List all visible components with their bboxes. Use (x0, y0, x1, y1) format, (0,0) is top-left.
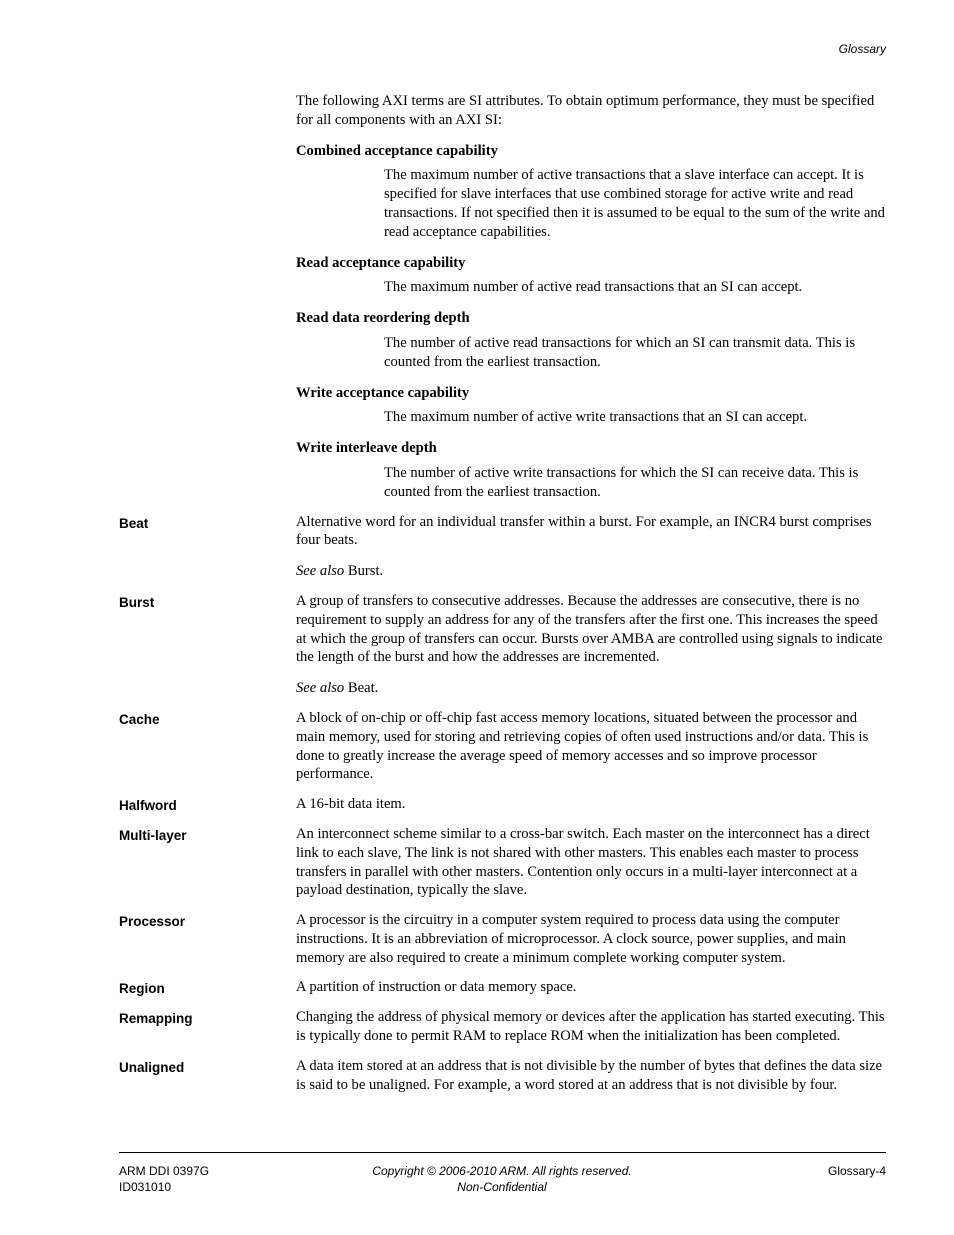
glossary-definition: A data item stored at an address that is not divisible by the number of bytes that defines the data size is said to be unaligned. For example, a word stored at an address that is not divisible by four. (296, 1057, 883, 1093)
footer-divider (119, 1152, 886, 1153)
attr-def-read-reordering: The number of active read transactions for which an SI can transmit data. This is counted from the earliest transaction. (384, 334, 856, 370)
glossary-entry-region (0, 978, 954, 997)
running-title: Glossary (838, 42, 886, 56)
glossary-term: Cache (119, 711, 160, 727)
glossary-entry-halfword (0, 795, 954, 814)
attr-def-read-acceptance: The maximum number of active read transactions that an SI can accept. (384, 279, 803, 296)
si-attributes-intro: The following AXI terms are SI attributes. To obtain optimum performance, they must be specified for all components with an AXI SI: (296, 93, 875, 128)
copyright-text: Copyright © 2006-2010 ARM. All rights reserved. (372, 1164, 632, 1178)
see-also-beat (296, 679, 954, 698)
glossary-definition: A block of on-chip or off-chip fast access memory locations, situated between the processor and main memory, used for storing and retrieving copies of often used instructions and/or data. This is done to greatly increase the average speed of memory accesses and so improve processor performance. (296, 709, 869, 783)
see-also-link[interactable]: Beat. (347, 680, 379, 697)
page-number: Glossary-4 (827, 1164, 886, 1178)
glossary-entry-unaligned (0, 1057, 954, 1095)
glossary-definition: An interconnect scheme similar to a cross-bar switch. Each master on the interconnect has a direct link to each slave, The link is not shared with other masters. This enables each master to process transfers in parallel with other masters. Contention only occurs in a multi-layer interconnect at a payload destination, typically the slave. (296, 825, 870, 899)
glossary-content (0, 92, 954, 1094)
see-also-link[interactable]: Burst. (347, 563, 384, 580)
glossary-definition: A group of transfers to consecutive addresses. Because the addresses are consecutive, there is no requirement to supply an address for any of the transfers after the first one. This increases the speed at which the group of transfers can occur. Bursts over AMBA are controlled using signals to indicate the length of the burst and how the addresses are incremented. (296, 592, 883, 666)
glossary-entry-cache (0, 709, 954, 784)
doc-id: ID031010 (119, 1180, 172, 1194)
glossary-definition: A partition of instruction or data memory space. (296, 979, 577, 996)
glossary-term: Region (119, 981, 165, 997)
confidentiality-text: Non-Confidential (457, 1180, 547, 1194)
attr-def-write-interleave: The number of active write transactions for which the SI can receive data. This is counted from the earliest transaction. (384, 464, 859, 500)
attr-term-read-acceptance: Read acceptance capability (296, 254, 466, 271)
doc-number: ARM DDI 0397G (119, 1164, 210, 1178)
glossary-entry-multi-layer (0, 825, 954, 900)
see-also-label: See also (296, 680, 345, 697)
attr-term-write-interleave: Write interleave depth (296, 440, 437, 457)
glossary-term: Halfword (119, 798, 177, 814)
glossary-definition: A 16-bit data item. (296, 796, 406, 813)
attr-term-combined-acceptance: Combined acceptance capability (296, 142, 498, 159)
glossary-term: Beat (119, 515, 149, 531)
glossary-entry-burst (0, 592, 954, 667)
attr-term-write-acceptance: Write acceptance capability (296, 384, 470, 401)
glossary-term: Multi-layer (119, 827, 187, 843)
footer-copyright (0, 1163, 954, 1195)
glossary-term: Processor (119, 914, 186, 930)
glossary-term: Burst (119, 594, 155, 610)
glossary-term: Unaligned (119, 1059, 185, 1075)
glossary-term: Remapping (119, 1011, 193, 1027)
see-also-burst (296, 562, 954, 581)
glossary-entry-processor (0, 911, 954, 967)
see-also-label: See also (296, 563, 345, 580)
glossary-definition: A processor is the circuitry in a computer system required to process data using the computer instructions. It is an abbreviation of microprocessor. A clock source, power supplies, and main memory are also required to create a minimum complete working computer system. (296, 912, 846, 966)
glossary-entry-remapping (0, 1008, 954, 1046)
glossary-definition: Alternative word for an individual transfer within a burst. For example, an INCR4 burst comprises four beats. (296, 513, 872, 549)
glossary-definition: Changing the address of physical memory or devices after the application has started executing. This is typically done to permit RAM to replace ROM when the initialization has been completed. (296, 1009, 885, 1045)
attr-term-read-reordering: Read data reordering depth (296, 310, 470, 327)
glossary-entry-beat (0, 513, 954, 551)
attr-def-write-acceptance: The maximum number of active write transactions that an SI can accept. (384, 409, 808, 426)
attr-def-combined-acceptance: The maximum number of active transactions that a slave interface can accept. It is specified for slave interfaces that use combined storage for active write and read transactions. If not specified then it is assumed to be equal to the sum of the write and read acceptance capabilities. (384, 167, 885, 240)
